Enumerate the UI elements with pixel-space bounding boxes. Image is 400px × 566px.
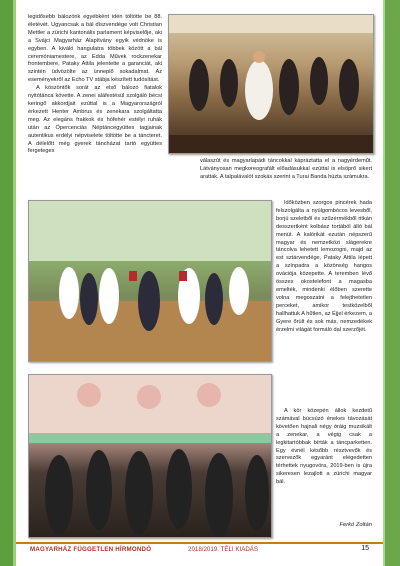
- author-signature: Ferkó Zoltán: [339, 522, 372, 528]
- footer-rule: [16, 542, 383, 544]
- article-left-column-top: [28, 14, 162, 156]
- edition-label: 2018/2019. TÉLI KIADÁS: [188, 546, 259, 553]
- paragraph-1: legidősebb bálozónk egyébként idén töltötte be 88. életévét. Ugyancsak a bál díszvendége volt Christian Mettler a zürichi kantonális parlament képviselője, aki a Svájci Magyarház Alapítvány egyik védnöke is egyben. A kiváló hangulatra többek között a bál ceremóniamestere, az Edda Művek rockzenekar frontembere, Pataky Attila jelentette a garanciát, aki szintén üdvözölte az ünneplő sokadalmat. Az eseményekről az Echo TV stábja készített tudósítást.: [28, 14, 162, 84]
- left-green-stripe: [0, 0, 13, 566]
- page-number: 15: [361, 545, 369, 552]
- left-light-stripe: [13, 0, 16, 566]
- photo-dance-floor: [28, 374, 272, 538]
- publication-name: MAGYARHÁZ FÜGGETLEN HÍRMONDÓ: [30, 546, 152, 553]
- article-right-column-mid: [276, 200, 372, 334]
- article-right-column-top: [200, 158, 372, 182]
- page-footer: [16, 542, 383, 554]
- paragraph-4: Időközben szorgos pincérek hada felszolgálta a nyúlgombócos levesből, borjú szeletből és szűzérmékből ritkán desszertként kolbász tortából álló bál menüt. A kalórikát ezután népszerű magyar és nemzetközi slágerekre táncolva lehetett lemozogni, majd az est sztárvendége, Pataky Attila lépett a színpadra a közönség hangos ovációja közepette. A teremben lévő összes okostelefont a magasba emelték, mindenki élőben szerette volna megoszatni a felejthetetlen perceket, amikor testközelből hallhattuk A hűtlen, az Éjjel érkezem, a Gyere őrült és sok más, nemzedékek érzelmi világát formáló dal szerzőjét.: [276, 200, 372, 333]
- paragraph-5: A kör közepén állok kezdetű számával búcsúzó énekes távozását követően hajnali négy óráig muzsikált a zenekar, a végig csak a legkitartóbbak bírták a táncparketten. Egy évnél később résztvevők és szervezők egyaránt elégedetten térhettek nyugovóra, 2019-ben is újra sikeresen lezajlott a zürichi magyar bál.: [276, 408, 372, 486]
- right-light-stripe: [383, 0, 385, 566]
- paragraph-3: válaszút és magyarlapádi táncokkal kápráztatta el a nagyérdeműt. Látványosan megkoreografált előadásukkal ezúttal is elsöprő sikert arattak. A talpalávalót szokás szerint a Turai Banda húzta számukra.: [200, 158, 372, 180]
- photo-singer-with-crowd: [168, 14, 374, 154]
- photo-1-illustration: [169, 15, 373, 153]
- article-right-column-bottom: [276, 408, 372, 487]
- paragraph-2: A köszöntők sorát az első bálozó fiatalok nyitótánca követte. A zenei aláfestésül szolgáló bécsi keringő akkordjait ezúttal is a Magyarországról érkezett Henter Ambrus és zenekara szolgáltatta meg. Az elegáns frakkok és hófehér estélyi ruhák után az Öpercenciás Néptáncegyüttes tagjainak autentikus erdélyi népviselete töltötte be a táncteret. A délelőtt még gyerek táncházat tartó együttes fergeteges: [28, 85, 162, 155]
- photo-folk-dancers: [28, 200, 272, 362]
- photo-3-illustration: [29, 375, 271, 537]
- photo-2-illustration: [29, 201, 271, 361]
- right-green-stripe: [385, 0, 400, 566]
